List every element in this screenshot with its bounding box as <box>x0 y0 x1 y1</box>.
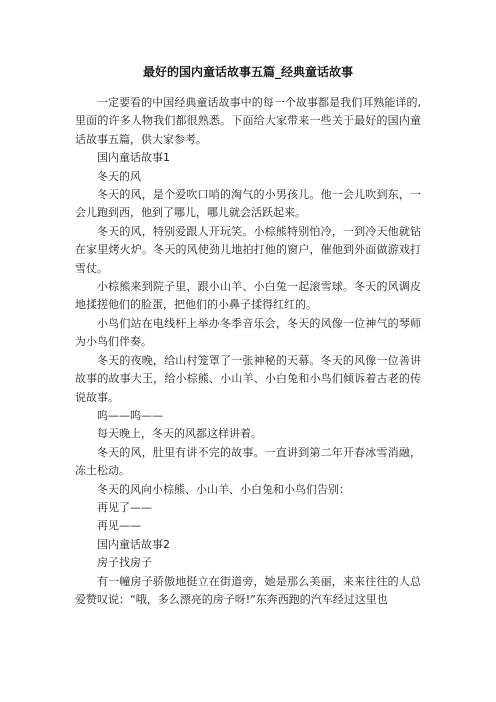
paragraph: 小鸟们站在电线杆上举办冬季音乐会，冬天的风像一位神气的琴师为小鸟们伴奏。 <box>75 316 421 349</box>
story-title: 冬天的风 <box>97 169 141 183</box>
document-body <box>75 94 421 609</box>
story-title: 房子找房子 <box>97 556 152 570</box>
paragraph: 小棕熊来到院子里，跟小山羊、小白兔一起滚雪球。冬天的风调皮地揉搓他们的脸蛋，把他们的小鼻子揉得红红的。 <box>75 280 421 312</box>
paragraph: 冬天的风，肚里有讲不完的故事。一直讲到第二年开春冰雪消融，冻土松动。 <box>75 445 421 478</box>
document-title: 最好的国内童话故事五篇_经典童话故事 <box>142 65 353 79</box>
paragraph: 再见—— <box>97 519 141 533</box>
paragraph: 一定要看的中国经典童话故事中的每一个故事都是我们耳熟能详的,里面的许多人物我们都很熟悉。下面给大家带来一些关于最好的国内童话故事五篇，供大家参考。 <box>75 96 421 146</box>
paragraph: 呜——呜—— <box>97 408 163 422</box>
paragraph: 冬天的夜晚，给山村笼罩了一张神秘的天幕。冬天的风像一位善讲故事的故事大王，给小棕熊、小山羊、小白兔和小鸟们倾诉着古老的传说故事。 <box>75 353 421 404</box>
paragraph: 再见了—— <box>97 500 152 514</box>
section-heading: 国内童话故事2 <box>97 537 170 551</box>
paragraph: 有一幢房子骄傲地挺立在街道旁，她是那么美丽，来来往往的人总爱赞叹说：“哦，多么漂亮的房子呀!”东奔西跑的汽车经过这里也 <box>75 574 421 606</box>
paragraph: 冬天的风，特别爱跟人开玩笑。小棕熊特别怕冷，一到冷天他就钻在家里烤火炉。冬天的风使劲儿地拍打他的窗户，催他到外面做游戏打雪仗。 <box>75 224 421 275</box>
paragraph: 冬天的风向小棕熊、小山羊、小白兔和小鸟们告别： <box>97 482 350 496</box>
section-heading: 国内童话故事1 <box>97 151 170 165</box>
paragraph: 每天晚上，冬天的风都这样讲着。 <box>97 427 262 441</box>
paragraph: 冬天的风，是个爱吹口哨的淘气的小男孩儿。他一会儿吹到东，一会儿跑到西，他到了哪儿，哪儿就会活跃起来。 <box>75 188 421 220</box>
